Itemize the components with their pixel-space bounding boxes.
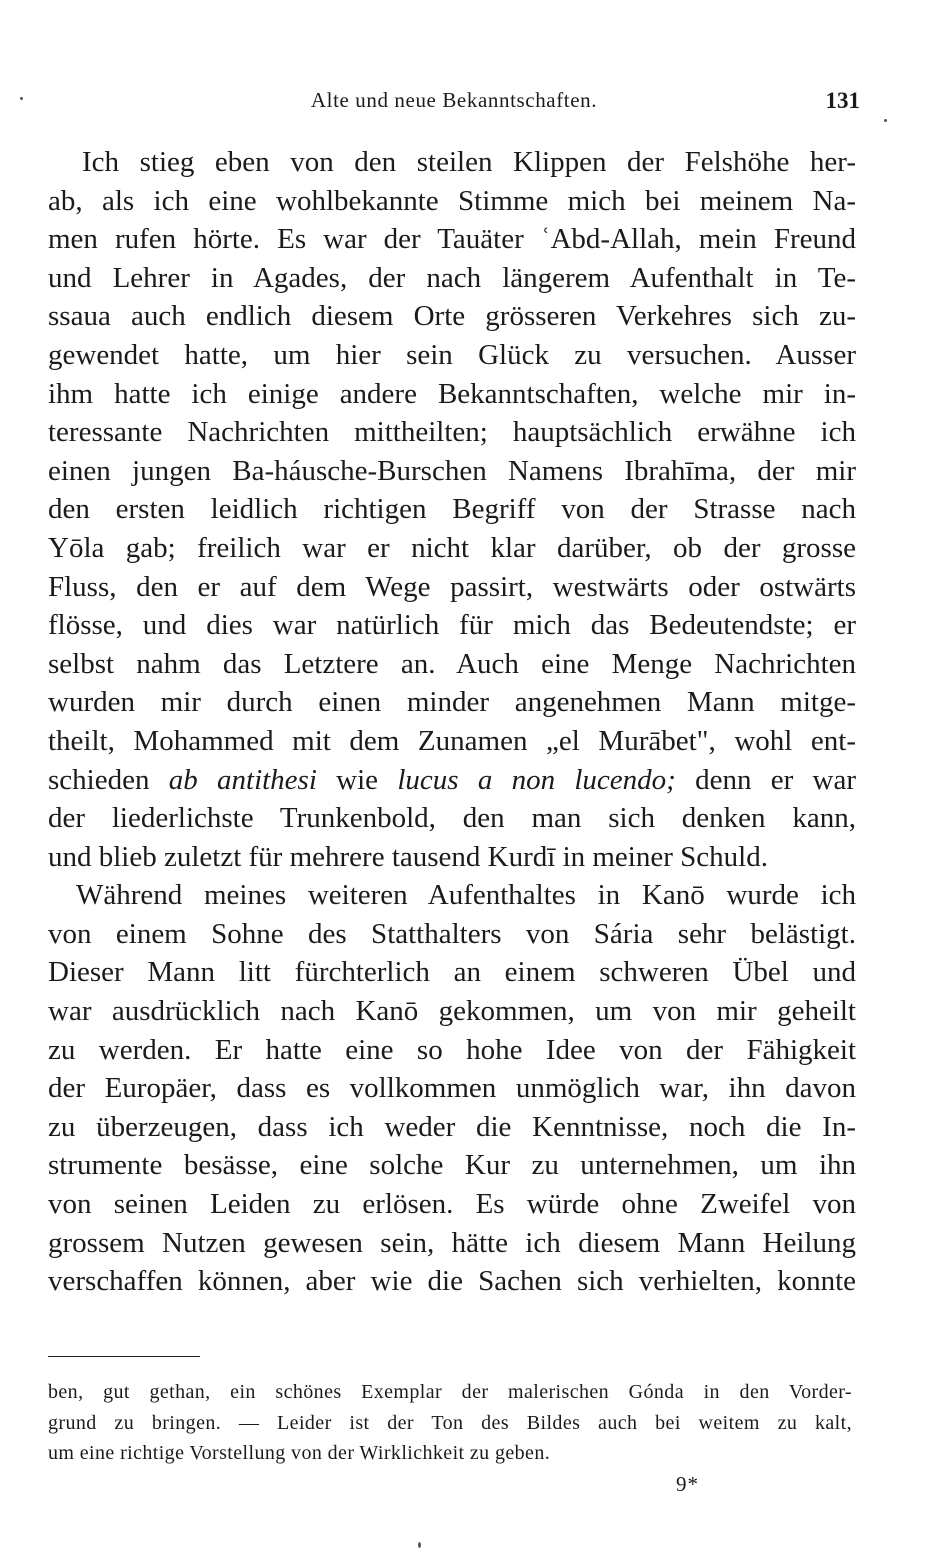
text-line: von einem Sohne des Statthalters von Sária sehr belästigt.: [48, 917, 856, 950]
footnote-rule: [48, 1356, 200, 1357]
text-line: zu werden. Er hatte eine so hohe Idee von der Fähigkeit: [48, 1033, 856, 1066]
italic-phrase: lucus a non lucendo;: [397, 763, 676, 796]
text-line: flösse, und dies war natürlich für mich das Bedeutendste; er: [48, 609, 856, 642]
text-line-with-italics: schieden ab antithesi wie lucus a non lucendo; denn er war: [48, 763, 857, 796]
text-line: Yōla gab; freilich war er nicht klar darüber, ob der grosse: [48, 531, 856, 564]
text-line: strumente besässe, eine solche Kur zu unternehmen, um ihn: [48, 1149, 856, 1182]
text-line: zu überzeugen, dass ich weder die Kenntnisse, noch die In-: [48, 1110, 856, 1143]
text-line: ab, als ich eine wohlbekannte Stimme mich bei meinem Na-: [48, 184, 856, 217]
footnote-line: ben, gut gethan, ein schönes Exemplar der malerischen Gónda in den Vorder-: [48, 1381, 852, 1403]
text-line: Dieser Mann litt fürchterlich an einem schweren Übel und: [48, 956, 856, 989]
printer-signature-mark: 9*: [676, 1472, 699, 1496]
footnote-line: grund zu bringen. — Leider ist der Ton des Bildes auch bei weitem zu kalt,: [48, 1411, 852, 1434]
text-line: und Lehrer in Agades, der nach längerem Aufenthalt in Te-: [48, 261, 856, 294]
text-line: Während meines weiteren Aufenthaltes in Kanō wurde ich: [76, 879, 856, 912]
text-line: men rufen hörte. Es war der Tauäter ʿAbd-Allah, mein Freund: [48, 223, 856, 256]
scan-speck: [884, 119, 887, 122]
text-line: grossem Nutzen gewesen sein, hätte ich diesem Mann Heilung: [48, 1226, 856, 1259]
text-line: war ausdrücklich nach Kanō gekommen, um von mir geheilt: [48, 995, 856, 1028]
text-line: selbst nahm das Letztere an. Auch eine Menge Nachrichten: [48, 647, 856, 680]
text-line: teressante Nachrichten mittheilten; hauptsächlich erwähne ich: [48, 416, 856, 449]
page-number: 131: [825, 88, 860, 113]
text-line: den ersten leidlich richtigen Begriff von der Strasse nach: [48, 493, 856, 526]
footnote: [48, 1377, 852, 1469]
text-line: ihm hatte ich einige andere Bekanntschaften, welche mir in-: [48, 377, 856, 410]
text-line: theilt, Mohammed mit dem Zunamen „el Murābet", wohl ent-: [48, 724, 856, 757]
text-line: Ich stieg eben von den steilen Klippen der Felshöhe her-: [82, 146, 856, 178]
text-line: einen jungen Ba-háusche-Burschen Namens Ibrahīma, der mir: [48, 454, 856, 487]
italic-phrase: ab antithesi: [168, 763, 317, 796]
text-line: der Europäer, dass es vollkommen unmöglich war, ihn davon: [48, 1072, 856, 1105]
text-line: und blieb zuletzt für mehrere tausend Kurdī in meiner Schuld.: [48, 840, 768, 873]
text-line: wurden mir durch einen minder angenehmen Mann mitge-: [48, 686, 856, 719]
scan-speck: [418, 1542, 421, 1548]
body-text: [48, 143, 856, 1301]
text-line: verschaffen können, aber wie die Sachen sich verhielten, konnte: [48, 1265, 856, 1298]
running-title: Alte und neue Bekanntschaften.: [310, 88, 598, 112]
scan-speck: [20, 97, 23, 100]
text-line: Fluss, den er auf dem Wege passirt, westwärts oder ostwärts: [48, 570, 856, 603]
text-line: ssaua auch endlich diesem Orte grösseren Verkehres sich zu-: [48, 300, 856, 333]
footnote-line: um eine richtige Vorstellung von der Wirklichkeit zu geben.: [48, 1442, 551, 1464]
text-line: von seinen Leiden zu erlösen. Es würde ohne Zweifel von: [48, 1188, 856, 1221]
text-line: der liederlichste Trunkenbold, den man sich denken kann,: [48, 802, 856, 835]
text-line: gewendet hatte, um hier sein Glück zu versuchen. Ausser: [48, 338, 856, 371]
page-header: [48, 88, 860, 118]
